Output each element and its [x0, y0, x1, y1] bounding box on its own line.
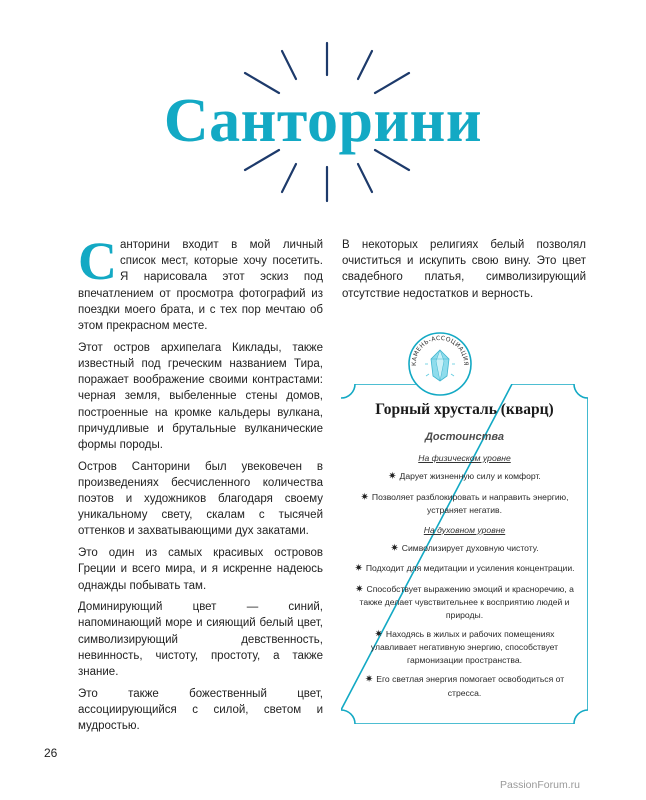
list-item-text: Позволяет разблокировать и направить энергию, устраняет негатив. — [371, 491, 569, 516]
star-icon: ✷ — [388, 471, 397, 483]
ray — [282, 164, 296, 192]
left-column — [78, 231, 323, 740]
watermark: PassionForum.ru — [500, 779, 580, 791]
star-icon: ✷ — [360, 491, 369, 503]
card-list — [353, 452, 576, 706]
page-number: 26 — [44, 746, 58, 760]
list-item-text: Находясь в жилых и рабочих помещениях улавливает негативную энергию, способствует гармонизации пространства. — [370, 629, 559, 665]
section-title: Достоинства — [424, 431, 504, 443]
list-item — [353, 562, 576, 575]
list-item — [353, 491, 576, 517]
star-icon: ✷ — [354, 563, 363, 575]
paragraph: Это один из самых красивых островов Греции и всего мира, и я искренне надеюсь однажды побывать там. — [78, 547, 323, 592]
paragraph: В некоторых религиях белый позволял очиститься и искупить свою вину. Это цвет свадебного платья, символизирующий отсутствие недостатков и верность. — [342, 239, 586, 300]
page-title: Санторини — [163, 87, 483, 155]
list-item — [353, 583, 576, 621]
star-icon: ✷ — [355, 583, 364, 595]
star-icon: ✷ — [364, 674, 374, 686]
paragraph: Доминирующий цвет — синий, напоминающий море и сияющий белый цвет, символизирующий девственность, невинность, чистоту, простоту, а также знание. — [78, 601, 323, 679]
paragraph: Остров Санторини был увековечен в произведениях бесчисленного количества поэтов и художников благодаря своему уникальному свету, скалам с тысячей оттенков и захватывающими дух закатами. — [78, 460, 323, 538]
ray — [282, 51, 296, 79]
ray — [358, 164, 372, 192]
paragraph-text: анторини входит в мой личный список мест, которые хочу посетить. Я нарисовала этот эскиз под впечатлением от просмотра фотографий из поездки моего брата, и с тех пор мечтаю об этом прекрасном месте. — [78, 239, 323, 333]
star-icon: ✷ — [374, 629, 383, 641]
paragraph — [78, 231, 323, 334]
list-item — [353, 673, 576, 699]
paragraph: Это также божественный цвет, ассоциирующийся с силой, светом и мудростью. — [78, 687, 323, 733]
paragraph: Этот остров архипелага Киклады, также известный под греческим названием Тира, поражает воображение своими контрастами: черная земля, выбеленные стены домов, построенные на кромке кальдеры вулкана, причудливые и брутальные вулканические формы породы. — [78, 341, 323, 451]
crystal-badge — [404, 326, 476, 398]
list-item — [353, 542, 576, 555]
list-item-text: Его светлая энергия помогает освободиться от стресса. — [376, 674, 565, 698]
ray — [358, 51, 372, 79]
spiritual-level-label: На духовном уровне — [423, 524, 506, 535]
list-item-text: Дарует жизненную силу и комфорт. — [399, 471, 541, 482]
list-item-text: Способствует выражению эмоций и красноречию, а также делает чувствительнее к восприятию людей и природы. — [359, 583, 574, 620]
physical-level-label: На физическом уровне — [418, 453, 511, 463]
card-title: Горный хрусталь (кварц) — [375, 401, 554, 418]
star-icon: ✷ — [390, 543, 399, 555]
drop-cap: С — [78, 231, 117, 291]
list-item-text: Подходит для медитации и усиления концентрации. — [365, 563, 575, 574]
badge-label: КАМЕНЬ-АССОЦИАЦИЯ — [410, 334, 470, 367]
list-item — [353, 470, 576, 483]
list-item-text: Символизирует духовную чистоту. — [401, 543, 539, 554]
right-column — [342, 237, 586, 307]
list-item — [353, 628, 576, 666]
